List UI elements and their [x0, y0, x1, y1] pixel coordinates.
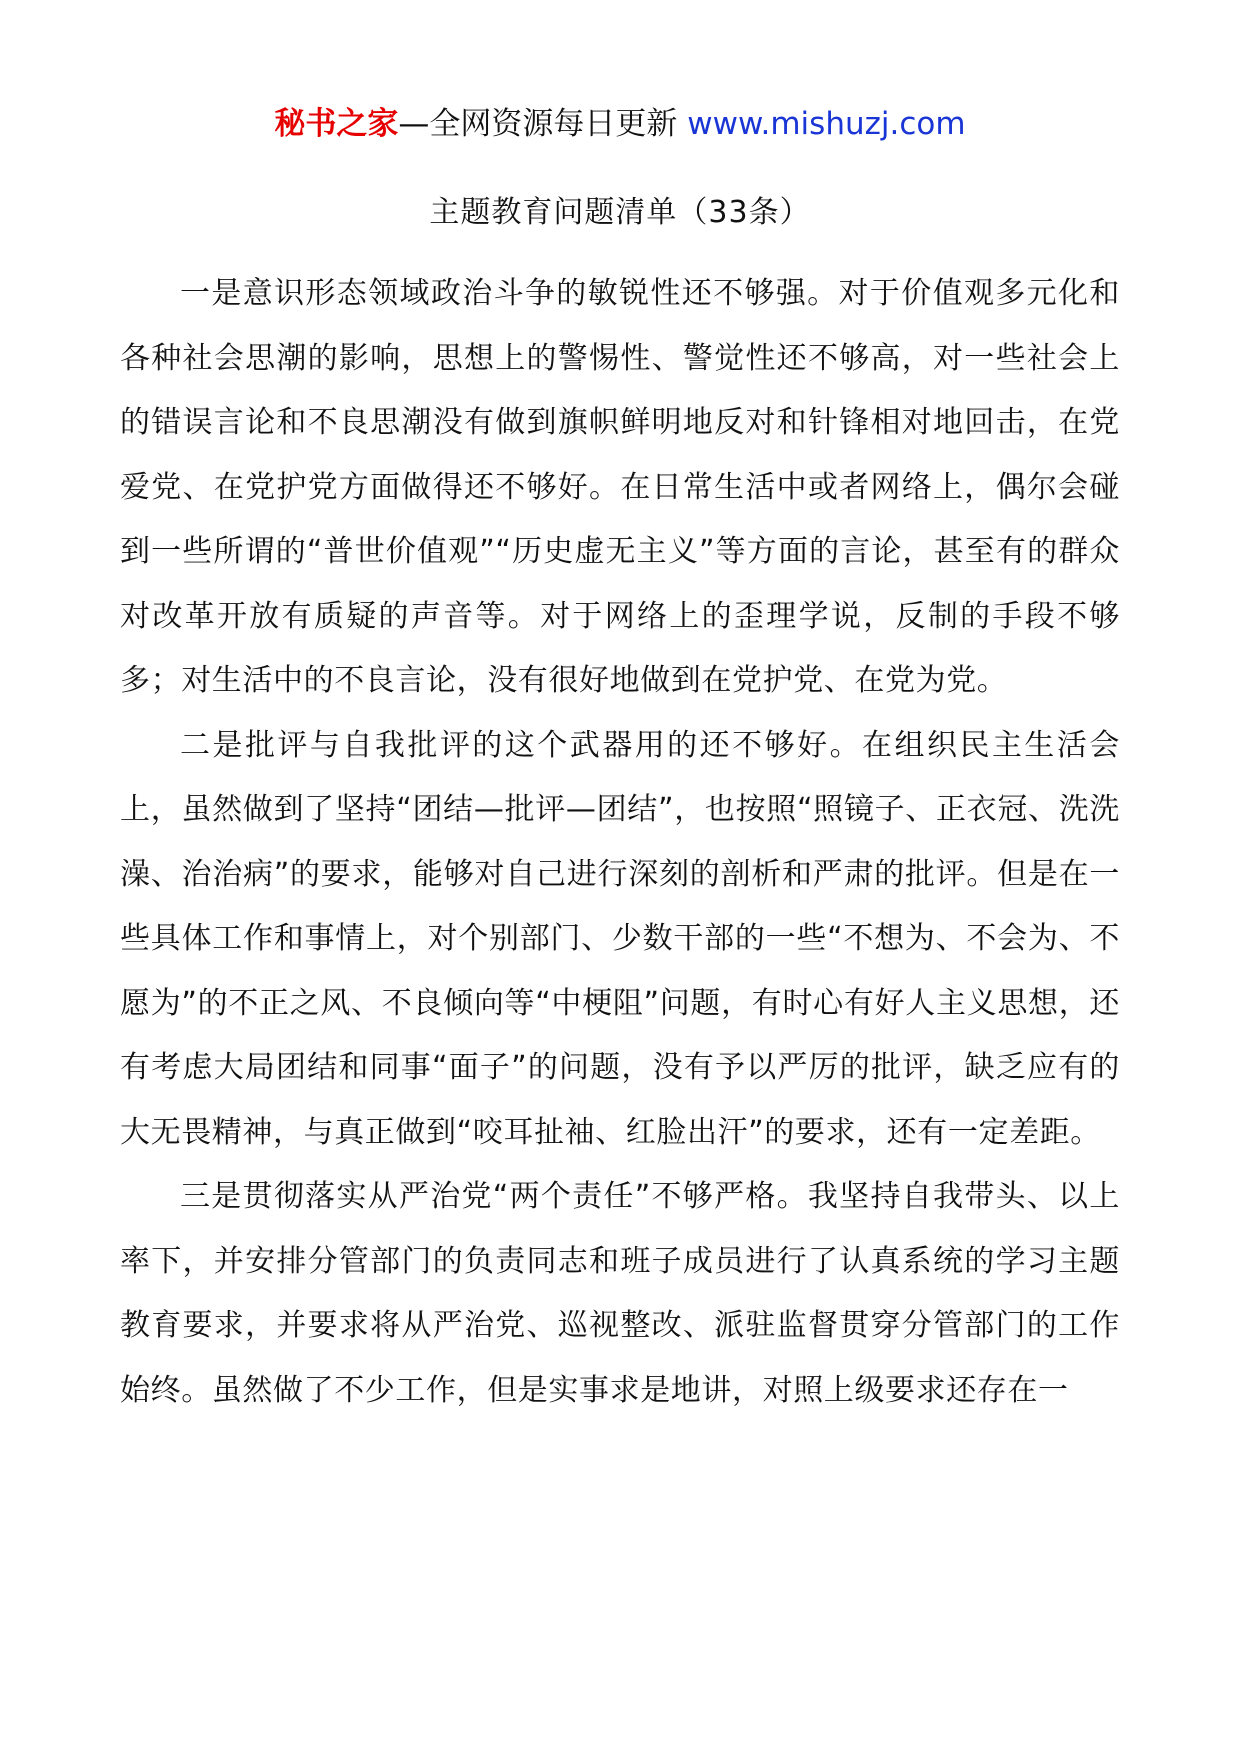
banner-tagline: —全网资源每日更新 — [398, 106, 688, 142]
paragraph-2: 二是批评与自我批评的这个武器用的还不够好。在组织民主生活会上，虽然做到了坚持“团结—批评—团结”，也按照“照镜子、正衣冠、洗洗澡、治治病”的要求，能够对自己进行深刻的剖析和严肃的批评。但是在一些具体工作和事情上，对个别部门、少数干部的一些“不想为、不会为、不愿为”的不正之风、不良倾向等“中梗阻”问题，有时心有好人主义思想，还有考虑大局团结和同事“面子”的问题，没有予以严厉的批评，缺乏应有的大无畏精神，与真正做到“咬耳扯袖、红脸出汗”的要求，还有一定差距。 — [120, 727, 1120, 1150]
document-title: 主题教育问题清单（33条） — [429, 195, 811, 230]
brand-name: 秘书之家 — [274, 106, 399, 142]
document-body — [120, 262, 1120, 1423]
paragraph-3: 三是贯彻落实从严治党“两个责任”不够严格。我坚持自我带头、以上率下，并安排分管部门的负责同志和班子成员进行了认真系统的学习主题教育要求，并要求将从严治党、巡视整改、派驻监督贯穿分管部门的工作始终。虽然做了不少工作，但是实事求是地讲，对照上级要求还存在一 — [120, 1179, 1120, 1408]
site-banner — [0, 98, 1240, 150]
paragraph-1: 一是意识形态领域政治斗争的敏锐性还不够强。对于价值观多元化和各种社会思潮的影响，思想上的警惕性、警觉性还不够高，对一些社会上的错误言论和不良思潮没有做到旗帜鲜明地反对和针锋相对地回击，在党爱党、在党护党方面做得还不够好。在日常生活中或者网络上，偶尔会碰到一些所谓的“普世价值观”“历史虚无主义”等方面的言论，甚至有的群众对改革开放有质疑的声音等。对于网络上的歪理学说，反制的手段不够多；对生活中的不良言论，没有很好地做到在党护党、在党为党。 — [120, 276, 1120, 698]
website-link[interactable]: www.mishuzj.com — [687, 106, 966, 142]
